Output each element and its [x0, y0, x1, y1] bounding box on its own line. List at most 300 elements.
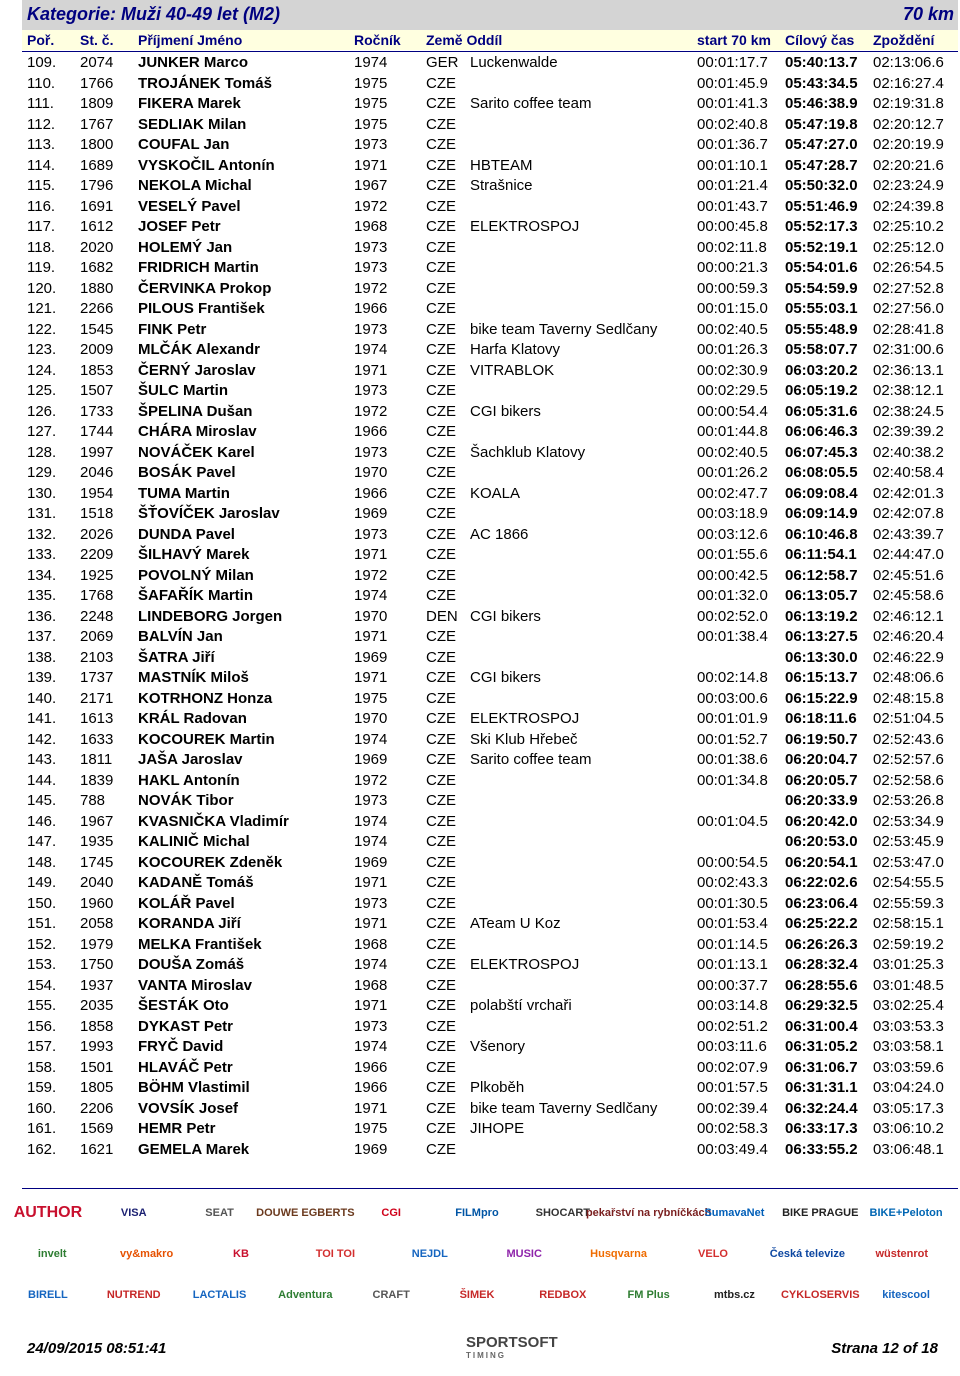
cell-name: FIKERA Marek: [138, 95, 241, 112]
cell-finish: 06:31:31.1: [785, 1079, 858, 1096]
cell-name: KVASNIČKA Vladimír: [138, 812, 289, 830]
cell-delay: 02:46:22.9: [873, 648, 944, 666]
table-row: [0, 975, 960, 996]
sponsor-logo: pekařství na rybníčkách: [585, 1207, 712, 1219]
cell-bib: 1935: [80, 833, 114, 850]
cell-start: 00:03:11.6: [697, 1038, 767, 1055]
table-row: [0, 155, 960, 176]
cell-club: ELEKTROSPOJ: [470, 218, 580, 235]
cell-country: CZE: [426, 136, 456, 153]
table-row: [0, 688, 960, 709]
cell-name: ČERVINKA Prokop: [138, 279, 272, 297]
cell-pos: 149.: [27, 874, 57, 891]
table-row: [0, 1016, 960, 1037]
cell-finish: 06:22:02.6: [785, 874, 858, 891]
table-row: [0, 790, 960, 811]
cell-year: 1968: [354, 935, 388, 953]
table-row: [0, 298, 960, 319]
cell-start: 00:00:54.5: [697, 853, 768, 871]
cell-country: CZE: [426, 956, 456, 973]
cell-year: 1970: [354, 710, 388, 727]
cell-finish: 06:20:05.7: [785, 771, 858, 789]
cell-year: 1966: [354, 300, 388, 317]
cell-delay: 02:26:54.5: [873, 259, 944, 276]
cell-delay: 02:24:39.8: [873, 197, 944, 215]
results-table: [0, 52, 960, 1159]
cell-delay: 02:46:20.4: [873, 628, 944, 645]
cell-finish: 05:51:46.9: [785, 197, 858, 215]
cell-name: KRÁL Radovan: [138, 710, 247, 727]
cell-bib: 1805: [80, 1079, 114, 1096]
cell-name: MLČÁK Alexandr: [138, 341, 260, 358]
cell-finish: 05:46:38.9: [785, 95, 858, 112]
cell-delay: 02:45:51.6: [873, 566, 944, 584]
cell-pos: 153.: [27, 956, 57, 973]
cell-club: ATeam U Koz: [470, 915, 561, 932]
sponsor-logo: vy&makro: [119, 1248, 174, 1260]
cell-country: CZE: [426, 648, 456, 666]
table-row: [0, 1118, 960, 1139]
sponsor-logo: kitescool: [882, 1289, 930, 1301]
cell-club: AC 1866: [470, 525, 529, 543]
cell-year: 1974: [354, 1038, 388, 1055]
cell-name: JUNKER Marco: [138, 54, 249, 71]
cell-bib: 1501: [80, 1058, 114, 1076]
cell-bib: 2020: [80, 238, 114, 256]
cell-pos: 144.: [27, 771, 57, 789]
cell-start: 00:00:37.7: [697, 976, 768, 994]
cell-pos: 138.: [27, 648, 57, 666]
cell-year: 1974: [354, 730, 388, 748]
cell-bib: 2074: [80, 54, 114, 71]
cell-pos: 131.: [27, 505, 57, 522]
cell-year: 1973: [354, 238, 388, 256]
table-row: [0, 278, 960, 299]
cell-pos: 136.: [27, 607, 57, 625]
cell-finish: 06:03:20.2: [785, 361, 858, 379]
cell-year: 1975: [354, 95, 388, 112]
sponsor-logo: BIRELL: [28, 1289, 68, 1301]
cell-delay: 02:28:41.8: [873, 320, 944, 338]
cell-finish: 06:28:55.6: [785, 976, 858, 994]
cell-year: 1966: [354, 1079, 388, 1096]
table-row: [0, 360, 960, 381]
cell-finish: 05:54:01.6: [785, 259, 858, 276]
sponsor-logo: VISA: [120, 1207, 147, 1219]
cell-start: 00:02:52.0: [697, 607, 768, 625]
cell-bib: 2058: [80, 915, 114, 932]
sponsor-logo: ŠIMEK: [459, 1289, 495, 1301]
cell-country: CZE: [426, 566, 456, 584]
cell-bib: 1768: [80, 587, 114, 604]
cell-pos: 150.: [27, 894, 57, 912]
cell-bib: 1612: [80, 218, 114, 235]
cell-year: 1973: [354, 136, 388, 153]
cell-country: CZE: [426, 484, 456, 502]
sponsor-logo: KB: [233, 1248, 249, 1260]
table-row: [0, 934, 960, 955]
cell-bib: 1733: [80, 402, 114, 420]
cell-delay: 03:03:53.3: [873, 1017, 944, 1035]
cell-pos: 155.: [27, 997, 57, 1014]
cell-country: CZE: [426, 874, 456, 891]
cell-year: 1971: [354, 874, 388, 891]
cell-delay: 03:03:59.6: [873, 1058, 944, 1076]
cell-country: CZE: [426, 259, 456, 276]
cell-year: 1973: [354, 1017, 388, 1035]
cell-pos: 152.: [27, 935, 57, 953]
cell-country: CZE: [426, 1099, 456, 1117]
cell-year: 1968: [354, 218, 388, 235]
cell-pos: 121.: [27, 300, 57, 317]
cell-year: 1970: [354, 464, 388, 481]
sponsor-logo: SHOCART: [535, 1207, 590, 1219]
sponsor-logo: BIKE+Peloton: [869, 1207, 943, 1219]
cell-country: CZE: [426, 669, 456, 686]
cell-country: CZE: [426, 74, 456, 92]
table-row: [0, 852, 960, 873]
cell-country: CZE: [426, 1079, 456, 1096]
cell-year: 1973: [354, 259, 388, 276]
cell-name: KOTRHONZ Honza: [138, 689, 273, 707]
cell-name: MELKA František: [138, 935, 262, 953]
sponsor-logo: FM Plus: [627, 1289, 670, 1301]
cell-delay: 02:53:45.9: [873, 833, 944, 850]
cell-bib: 1960: [80, 894, 114, 912]
cell-delay: 02:39:39.2: [873, 423, 944, 440]
cell-start: 00:00:59.3: [697, 279, 768, 297]
cell-finish: 06:05:31.6: [785, 402, 858, 420]
cell-start: 00:00:54.4: [697, 402, 768, 420]
table-row: [0, 257, 960, 278]
cell-bib: 1569: [80, 1120, 114, 1137]
sponsor-logo: invelt: [37, 1248, 67, 1260]
cell-start: 00:02:40.5: [697, 443, 768, 461]
cell-start: 00:01:15.0: [697, 300, 768, 317]
cell-pos: 113.: [27, 136, 56, 153]
cell-start: 00:01:45.9: [697, 74, 768, 92]
cell-start: 00:01:34.8: [697, 771, 768, 789]
cell-club: Sarito coffee team: [470, 95, 592, 112]
sponsor-logo: CRAFT: [372, 1289, 410, 1301]
cell-start: 00:01:38.4: [697, 628, 768, 645]
category-distance: 70 km: [902, 4, 954, 24]
cell-finish: 06:20:54.1: [785, 853, 858, 871]
cell-finish: 06:13:30.0: [785, 648, 858, 666]
col-start-header: start 70 km: [697, 32, 771, 48]
cell-name: VANTA Miroslav: [138, 976, 252, 994]
cell-country: CZE: [426, 402, 456, 420]
cell-pos: 110.: [27, 74, 56, 92]
cell-bib: 1811: [80, 751, 113, 768]
cell-delay: 02:20:12.7: [873, 115, 944, 133]
cell-start: 00:01:17.7: [697, 54, 768, 71]
cell-pos: 154.: [27, 976, 57, 994]
table-row: [0, 524, 960, 545]
cell-year: 1972: [354, 771, 388, 789]
cell-pos: 141.: [27, 710, 57, 727]
cell-start: 00:02:51.2: [697, 1017, 768, 1035]
cell-finish: 06:23:06.4: [785, 894, 858, 912]
cell-pos: 126.: [27, 402, 57, 420]
cell-delay: 02:25:12.0: [873, 238, 944, 256]
col-name-header: Příjmení Jméno: [138, 32, 243, 48]
cell-name: HOLEMÝ Jan: [138, 238, 233, 256]
cell-bib: 1954: [80, 484, 114, 502]
cell-year: 1973: [354, 792, 388, 809]
cell-club: bike team Taverny Sedlčany: [470, 1099, 658, 1117]
cell-pos: 123.: [27, 341, 57, 358]
cell-country: CZE: [426, 423, 456, 440]
cell-finish: 06:05:19.2: [785, 382, 858, 399]
cell-delay: 02:58:15.1: [873, 915, 944, 932]
cell-start: 00:03:12.6: [697, 525, 768, 543]
cell-finish: 06:08:05.5: [785, 464, 858, 481]
cell-bib: 2171: [80, 689, 114, 707]
cell-finish: 06:12:58.7: [785, 566, 858, 584]
cell-country: CZE: [426, 771, 456, 789]
table-row: [0, 893, 960, 914]
cell-name: KOCOUREK Martin: [138, 730, 275, 748]
sponsor-logos: [8, 1195, 952, 1320]
cell-bib: 1744: [80, 423, 114, 440]
cell-finish: 05:43:34.5: [785, 74, 858, 92]
cell-pos: 115.: [27, 177, 56, 194]
cell-delay: 03:03:58.1: [873, 1038, 944, 1055]
table-row: [0, 749, 960, 770]
cell-start: 00:01:04.5: [697, 812, 768, 830]
cell-name: ŠULC Martin: [138, 382, 228, 399]
cell-country: CZE: [426, 628, 456, 645]
cell-country: CZE: [426, 1140, 456, 1158]
cell-start: 00:02:07.9: [697, 1058, 768, 1076]
cell-country: CZE: [426, 935, 456, 953]
cell-country: CZE: [426, 546, 456, 563]
table-row: [0, 93, 960, 114]
table-row: [0, 872, 960, 893]
cell-start: 00:03:14.8: [697, 997, 768, 1014]
cell-start: 00:03:49.4: [697, 1140, 768, 1158]
cell-pos: 114.: [27, 156, 56, 174]
cell-delay: 02:45:58.6: [873, 587, 944, 604]
sponsor-logo: CGI: [381, 1207, 401, 1219]
cell-country: CZE: [426, 464, 456, 481]
table-row: [0, 729, 960, 750]
cell-delay: 02:55:59.3: [873, 894, 944, 912]
cell-name: CHÁRA Miroslav: [138, 423, 257, 440]
cell-name: KOCOUREK Zdeněk: [138, 853, 283, 871]
cell-finish: 06:31:06.7: [785, 1058, 858, 1076]
cell-bib: 1689: [80, 156, 114, 174]
cell-year: 1971: [354, 156, 388, 174]
cell-finish: 06:07:45.3: [785, 443, 858, 461]
cell-start: 00:01:38.6: [697, 751, 768, 768]
cell-name: NOVÁK Tibor: [138, 792, 234, 809]
cell-delay: 02:27:56.0: [873, 300, 944, 317]
cell-bib: 2026: [80, 525, 114, 543]
cell-club: Šachklub Klatovy: [470, 443, 586, 461]
table-row: [0, 175, 960, 196]
cell-country: CZE: [426, 177, 456, 194]
cell-delay: 02:20:21.6: [873, 156, 944, 174]
cell-pos: 151.: [27, 915, 57, 932]
cell-pos: 146.: [27, 812, 57, 830]
table-row: [0, 667, 960, 688]
cell-bib: 1750: [80, 956, 114, 973]
cell-pos: 143.: [27, 751, 57, 768]
table-row: [0, 647, 960, 668]
cell-pos: 125.: [27, 382, 57, 399]
cell-delay: 02:52:57.6: [873, 751, 944, 768]
cell-year: 1972: [354, 279, 388, 297]
cell-name: ŠPELINA Dušan: [138, 402, 253, 420]
cell-club: KOALA: [470, 484, 521, 502]
table-row: [0, 421, 960, 442]
cell-year: 1973: [354, 894, 388, 912]
cell-finish: 06:29:32.5: [785, 997, 858, 1014]
cell-year: 1973: [354, 443, 388, 461]
col-year-header: Ročník: [354, 32, 401, 48]
cell-country: CZE: [426, 1058, 456, 1076]
cell-bib: 1979: [80, 935, 114, 953]
cell-bib: 1767: [80, 115, 114, 133]
cell-country: CZE: [426, 730, 456, 748]
cell-name: BÖHM Vlastimil: [138, 1079, 250, 1096]
cell-finish: 06:11:54.1: [785, 546, 857, 563]
cell-year: 1969: [354, 505, 388, 522]
cell-finish: 05:52:17.3: [785, 218, 858, 235]
cell-country: CZE: [426, 95, 456, 112]
cell-bib: 1621: [80, 1140, 114, 1158]
cell-delay: 03:04:24.0: [873, 1079, 944, 1096]
cell-club: Ski Klub Hřebeč: [470, 730, 578, 748]
cell-country: CZE: [426, 443, 456, 461]
cell-pos: 132.: [27, 525, 57, 543]
table-row: [0, 380, 960, 401]
cell-start: 00:01:57.5: [697, 1079, 768, 1096]
col-finish-header: Cílový čas: [785, 32, 855, 48]
cell-country: CZE: [426, 710, 456, 727]
cell-year: 1970: [354, 607, 388, 625]
cell-finish: 06:15:13.7: [785, 669, 858, 686]
cell-finish: 06:15:22.9: [785, 689, 858, 707]
cell-delay: 03:06:10.2: [873, 1120, 944, 1137]
cell-country: CZE: [426, 320, 456, 338]
cell-pos: 133.: [27, 546, 57, 563]
cell-club: polabští vrchaři: [470, 997, 572, 1014]
cell-name: DOUŠA Zomáš: [138, 956, 245, 973]
table-row: [0, 503, 960, 524]
cell-country: CZE: [426, 156, 456, 174]
cell-delay: 02:44:47.0: [873, 546, 944, 563]
cell-name: VOVSÍK Josef: [138, 1099, 239, 1117]
cell-year: 1974: [354, 956, 388, 973]
cell-club: Harfa Klatovy: [470, 341, 561, 358]
table-row: [0, 1077, 960, 1098]
cell-pos: 145.: [27, 792, 57, 809]
cell-name: VESELÝ Pavel: [138, 197, 241, 215]
table-row: [0, 995, 960, 1016]
sponsor-logo: wüstenrot: [875, 1248, 929, 1260]
cell-bib: 2209: [80, 546, 114, 563]
cell-country: CZE: [426, 525, 456, 543]
cell-start: 00:03:18.9: [697, 505, 768, 522]
cell-delay: 02:48:06.6: [873, 669, 944, 686]
cell-finish: 06:09:14.9: [785, 505, 858, 522]
cell-delay: 02:40:38.2: [873, 443, 944, 461]
cell-name: FINK Petr: [138, 320, 207, 338]
sponsor-logo: mtbs.cz: [713, 1289, 755, 1301]
cell-start: 00:01:30.5: [697, 894, 768, 912]
cell-country: CZE: [426, 1038, 456, 1055]
cell-delay: 03:05:17.3: [873, 1099, 944, 1117]
cell-pos: 158.: [27, 1058, 57, 1076]
cell-name: ŠILHAVÝ Marek: [138, 546, 250, 563]
cell-bib: 1545: [80, 320, 114, 338]
cell-delay: 02:36:13.1: [873, 361, 944, 379]
cell-year: 1975: [354, 689, 388, 707]
cell-delay: 02:53:47.0: [873, 853, 944, 871]
sponsor-logo: LACTALIS: [192, 1289, 247, 1301]
cell-year: 1975: [354, 115, 388, 133]
cell-finish: 05:55:48.9: [785, 320, 858, 338]
cell-start: 00:02:47.7: [697, 484, 768, 502]
cell-country: CZE: [426, 976, 456, 994]
cell-year: 1974: [354, 587, 388, 604]
cell-delay: 02:19:31.8: [873, 95, 944, 112]
cell-name: HEMR Petr: [138, 1120, 216, 1137]
cell-year: 1966: [354, 484, 388, 502]
cell-pos: 162.: [27, 1140, 57, 1158]
cell-start: 00:01:41.3: [697, 95, 768, 112]
cell-start: 00:01:43.7: [697, 197, 768, 215]
cell-start: 00:00:45.8: [697, 218, 768, 235]
cell-start: 00:02:14.8: [697, 669, 768, 686]
cell-year: 1971: [354, 915, 388, 932]
cell-bib: 1997: [80, 443, 114, 461]
cell-club: ELEKTROSPOJ: [470, 710, 580, 727]
cell-country: DEN: [426, 607, 458, 625]
cell-bib: 2206: [80, 1099, 114, 1117]
cell-year: 1974: [354, 341, 388, 358]
cell-bib: 2009: [80, 341, 114, 358]
table-row: [0, 114, 960, 135]
cell-delay: 02:38:12.1: [873, 382, 944, 399]
cell-country: CZE: [426, 197, 456, 215]
table-row: [0, 401, 960, 422]
cell-year: 1975: [354, 74, 388, 92]
cell-finish: 05:52:19.1: [785, 238, 858, 256]
cell-pos: 140.: [27, 689, 57, 707]
cell-name: KADANĚ Tomáš: [138, 874, 254, 891]
cell-bib: 1925: [80, 566, 114, 584]
table-row: [0, 708, 960, 729]
cell-pos: 122.: [27, 320, 57, 338]
cell-start: 00:02:30.9: [697, 361, 768, 379]
cell-finish: 05:47:19.8: [785, 115, 858, 133]
cell-pos: 142.: [27, 730, 57, 748]
cell-name: PILOUS František: [138, 300, 265, 317]
cell-start: 00:01:52.7: [697, 730, 768, 748]
sponsor-logo: AUTHOR: [13, 1204, 83, 1221]
cell-year: 1973: [354, 320, 388, 338]
sponsor-logo: TOI TOI: [315, 1248, 356, 1260]
cell-year: 1969: [354, 751, 388, 768]
table-row: [0, 626, 960, 647]
cell-name: ŠATRA Jiří: [138, 648, 215, 666]
table-row: [0, 52, 960, 73]
cell-year: 1973: [354, 382, 388, 399]
